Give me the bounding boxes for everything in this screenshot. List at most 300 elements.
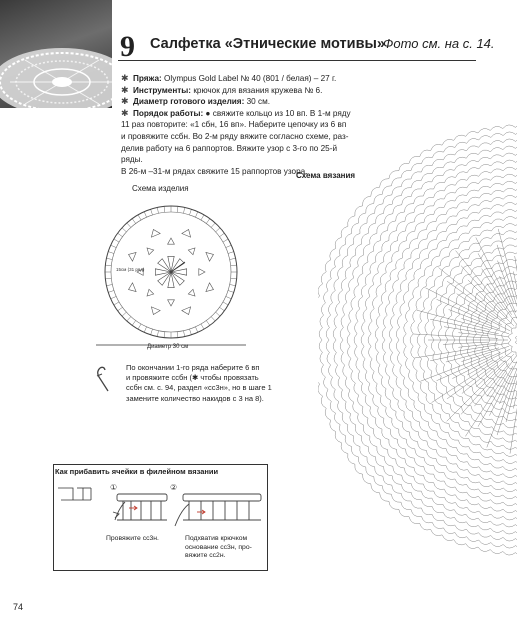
triangle-motif xyxy=(129,252,137,261)
chain-arc xyxy=(414,213,423,221)
chain-arc xyxy=(410,238,418,248)
chain-arc xyxy=(467,168,479,173)
chain-arc xyxy=(456,447,467,454)
chain-arc xyxy=(360,223,367,233)
chain-arc xyxy=(389,501,399,509)
chain-arc xyxy=(420,286,426,297)
chain-arc xyxy=(467,537,479,542)
chain-arc xyxy=(371,187,380,196)
chain-arc xyxy=(349,359,353,371)
chain-arc xyxy=(467,220,478,226)
chain-arc xyxy=(373,296,378,308)
chain-arc xyxy=(396,340,399,353)
hook-note-line: и провяжите ссбн (✱ чтобы провязать xyxy=(126,373,259,383)
edge-tick xyxy=(223,239,228,242)
chain-arc xyxy=(491,205,503,210)
chain-arc xyxy=(434,191,445,198)
chain-arc xyxy=(355,346,358,359)
filet-illustrations xyxy=(55,480,265,535)
chain-arc xyxy=(503,530,516,534)
hook-note-line: ссбн см. с. 94, раздел «сс3н», но в шаге 1 xyxy=(126,383,272,393)
chain-arc xyxy=(380,396,386,408)
center-star-ray xyxy=(158,272,171,285)
spec-text: Olympus Gold Label № 40 (801 / белая) – 27 г. xyxy=(164,74,337,83)
chain-arc xyxy=(347,346,351,358)
chain-arc xyxy=(384,467,393,476)
chain-arc xyxy=(327,353,331,365)
chain-arc xyxy=(389,291,394,303)
chain-arc xyxy=(341,353,345,366)
chain-arc xyxy=(491,514,503,518)
chain-arc xyxy=(424,405,431,415)
chain-arc xyxy=(480,437,492,443)
chain-arc xyxy=(446,449,456,456)
chain-arc xyxy=(467,529,479,534)
chain-arc xyxy=(491,233,503,238)
edge-tick xyxy=(223,302,228,305)
chain-arc xyxy=(426,394,433,405)
chain-arc xyxy=(338,290,343,302)
chain-arc xyxy=(479,540,491,544)
chain-arc xyxy=(399,163,409,171)
chain-arc xyxy=(388,450,396,460)
chain-arc xyxy=(431,144,442,150)
chain-arc xyxy=(411,321,415,333)
chain-arc xyxy=(396,212,405,221)
chain-arc xyxy=(418,230,427,239)
chain-arc xyxy=(471,275,481,283)
chain-arc xyxy=(446,466,457,473)
chain-arc xyxy=(341,278,346,290)
chain-arc xyxy=(353,233,360,244)
chain-arc xyxy=(338,402,343,414)
chain-arc xyxy=(490,521,502,525)
triangle-motif xyxy=(206,283,214,292)
chain-arc xyxy=(428,383,434,394)
chain-arc xyxy=(330,267,335,279)
filet-caption-1: Провяжите сс3н. xyxy=(106,535,159,542)
triangle-motif xyxy=(188,248,195,255)
chain-arc xyxy=(467,146,479,151)
chain-arc xyxy=(396,411,403,422)
chain-arc xyxy=(366,203,374,213)
chain-arc xyxy=(326,279,331,291)
chain-arc xyxy=(326,389,331,401)
spec-text: свяжите кольцо из 10 вп. В 1-м ряду xyxy=(212,108,351,118)
edge-tick xyxy=(132,321,136,326)
triangle-motif xyxy=(188,289,195,296)
chain-arc xyxy=(444,489,455,495)
chain-arc xyxy=(452,340,456,353)
center-star-ray xyxy=(171,272,184,285)
chain-arc xyxy=(367,251,373,262)
chain-arc xyxy=(443,520,454,526)
chain-arc xyxy=(491,162,503,166)
edge-tick xyxy=(201,324,204,329)
edge-tick xyxy=(105,278,111,279)
chain-arc xyxy=(333,340,336,353)
chain-arc xyxy=(386,407,392,418)
chain-arc xyxy=(466,153,478,158)
edge-tick xyxy=(114,239,119,242)
chain-arc xyxy=(463,387,471,397)
chain-arc xyxy=(333,327,336,340)
chain-arc xyxy=(478,150,490,155)
chain-arc xyxy=(418,321,422,334)
chain-arc xyxy=(455,187,467,193)
chain-arc xyxy=(411,189,421,197)
chain-arc xyxy=(432,522,443,528)
chain-arc xyxy=(343,302,347,314)
chain-arc xyxy=(405,309,409,321)
chain-arc xyxy=(350,255,356,266)
spec-text: 30 см. xyxy=(246,97,270,107)
chain-arc xyxy=(390,353,394,366)
chain-arc xyxy=(420,523,431,530)
chain-arc xyxy=(478,489,490,494)
chain-arc xyxy=(478,157,490,162)
chain-arc xyxy=(325,260,330,272)
chain-arc xyxy=(443,365,449,377)
chain-arc xyxy=(447,315,452,327)
chain-arc xyxy=(442,139,454,145)
chain-arc xyxy=(434,182,445,189)
chain-arc xyxy=(326,328,329,341)
chain-arc xyxy=(341,315,345,328)
chain-arc xyxy=(503,231,515,235)
triangle-motif xyxy=(206,252,214,261)
edge-tick xyxy=(195,212,197,218)
chain-arc xyxy=(376,284,381,296)
chain-arc xyxy=(454,165,466,171)
chain-arc xyxy=(347,334,350,346)
chain-arc xyxy=(403,377,408,389)
chain-arc xyxy=(466,544,478,549)
chain-arc xyxy=(400,303,405,315)
chain-arc xyxy=(478,186,490,191)
chain-arc xyxy=(418,394,425,405)
spec-label: Порядок работы: xyxy=(133,108,204,118)
chain-arc xyxy=(436,458,446,465)
edge-tick xyxy=(122,312,126,316)
chain-arc xyxy=(345,436,352,447)
chain-arc xyxy=(492,255,504,261)
chain-arc xyxy=(318,384,323,396)
chain-arc xyxy=(467,175,479,180)
chain-arc xyxy=(480,444,492,450)
chain-arc xyxy=(393,466,402,475)
asterisk-bullet-icon: ✱ xyxy=(121,84,129,95)
edge-tick xyxy=(190,209,192,215)
chain-arc xyxy=(467,507,479,512)
chain-arc xyxy=(503,202,516,206)
chain-arc xyxy=(369,346,373,359)
stitch-line xyxy=(497,359,517,435)
chain-arc xyxy=(413,382,419,393)
chain-arc xyxy=(468,197,480,203)
chain-arc xyxy=(378,262,384,273)
chain-arc xyxy=(362,262,368,273)
chain-arc xyxy=(376,352,380,364)
chain-arc xyxy=(462,265,471,273)
chain-arc xyxy=(503,416,515,421)
chain-arc xyxy=(471,267,481,275)
asterisk-bullet-icon: ✱ xyxy=(121,96,129,107)
chain-arc xyxy=(426,276,433,287)
chain-arc xyxy=(328,303,332,315)
chain-arc xyxy=(382,328,385,341)
chain-arc xyxy=(389,440,397,450)
chain-arc xyxy=(334,390,339,402)
edge-tick xyxy=(230,285,236,286)
center-star-ray xyxy=(168,272,174,288)
chain-arc xyxy=(412,412,419,422)
chain-arc xyxy=(478,129,490,133)
edge-tick xyxy=(226,296,232,298)
chain-arc xyxy=(358,255,364,266)
chain-arc xyxy=(414,401,421,412)
stitch-line xyxy=(437,352,501,381)
chain-arc xyxy=(414,467,424,475)
chain-arc xyxy=(426,450,436,458)
chain-arc xyxy=(351,371,355,383)
chain-arc xyxy=(469,227,480,233)
chain-arc xyxy=(440,257,449,266)
chain-arc xyxy=(341,226,348,237)
spec-text: крючок для вязания кружева № 6. xyxy=(193,85,323,95)
chain-arc xyxy=(382,486,391,495)
triangle-motif xyxy=(151,307,160,315)
chain-arc xyxy=(393,205,402,214)
chain-arc xyxy=(348,216,355,227)
chain-arc xyxy=(368,334,371,347)
chain-arc xyxy=(330,420,336,432)
center-star-ray xyxy=(158,259,171,272)
chain-arc xyxy=(324,291,328,303)
chain-arc xyxy=(421,165,432,172)
chain-arc xyxy=(416,371,421,383)
chain-arc xyxy=(455,479,467,485)
chain-arc xyxy=(349,278,354,290)
chain-arc xyxy=(409,371,414,383)
chain-arc xyxy=(424,214,434,222)
chain-arc xyxy=(383,315,387,327)
chain-arc xyxy=(479,429,491,435)
chain-arc xyxy=(392,251,399,262)
page-number: 74 xyxy=(13,602,24,612)
asterisk-bullet-icon: ✱ xyxy=(121,73,129,83)
chain-arc xyxy=(428,240,437,249)
chain-arc xyxy=(479,193,491,198)
chain-arc xyxy=(341,390,346,402)
chain-arc xyxy=(503,125,516,129)
chain-arc xyxy=(433,316,437,328)
chain-arc xyxy=(438,328,442,340)
chain-arc xyxy=(424,265,431,275)
edge-tick xyxy=(216,312,220,316)
chain-arc xyxy=(471,406,481,414)
chain-arc xyxy=(369,321,373,334)
chain-arc xyxy=(421,182,432,189)
chain-arc xyxy=(406,268,413,279)
chain-arc xyxy=(389,328,392,341)
chain-arc xyxy=(443,154,454,160)
chain-arc xyxy=(444,185,455,191)
chain-arc xyxy=(365,297,370,309)
chain-arc xyxy=(390,429,397,439)
edge-tick xyxy=(132,219,136,224)
chain-arc xyxy=(449,240,459,248)
edge-tick xyxy=(108,252,114,254)
chain-arc xyxy=(469,251,480,258)
chain-arc xyxy=(393,303,398,315)
chain-arc xyxy=(445,328,449,341)
doily-photo xyxy=(0,0,112,108)
chain-arc xyxy=(403,334,406,346)
chain-arc xyxy=(494,302,504,310)
chain-arc xyxy=(452,327,456,340)
chain-arc xyxy=(413,359,418,371)
chain-arc xyxy=(490,155,502,159)
chain-arc xyxy=(479,511,491,516)
chain-arc xyxy=(455,495,467,501)
edge-tick xyxy=(144,327,146,333)
chain-arc xyxy=(449,414,458,423)
chain-arc xyxy=(398,439,406,449)
chain-arc xyxy=(365,395,370,407)
chain-arc xyxy=(330,401,335,413)
chain-arc xyxy=(414,268,421,279)
chain-arc xyxy=(401,502,411,509)
chain-arc xyxy=(375,204,383,213)
center-star-ray xyxy=(155,269,171,275)
chain-arc xyxy=(405,459,414,468)
edge-tick xyxy=(164,206,165,212)
chain-arc xyxy=(444,193,455,199)
chain-arc xyxy=(414,196,424,204)
chain-arc xyxy=(385,365,390,377)
chain-arc xyxy=(456,172,468,178)
chain-arc xyxy=(412,258,419,268)
chain-arc xyxy=(431,297,437,309)
chain-arc xyxy=(446,224,456,231)
chain-arc xyxy=(508,334,512,341)
chain-arc xyxy=(457,464,468,470)
chain-arc xyxy=(418,239,426,248)
chain-arc xyxy=(434,199,445,206)
chain-arc xyxy=(428,432,437,441)
chain-arc xyxy=(409,156,420,163)
triangle-motif xyxy=(182,307,191,315)
triangle-motif xyxy=(147,289,154,296)
chain-arc xyxy=(437,240,446,249)
work-line: 11 раз повторите: «1 сбн, 16 вп». Наберите цепочку из 6 вп xyxy=(121,120,347,130)
chain-arc xyxy=(469,439,480,445)
triangle-motif xyxy=(182,230,191,238)
chain-arc xyxy=(458,440,469,447)
chain-arc xyxy=(428,286,434,297)
chain-arc xyxy=(480,452,492,457)
chain-arc xyxy=(479,496,491,501)
chain-arc xyxy=(415,449,424,458)
chain-arc xyxy=(319,328,322,340)
chain-arc xyxy=(471,415,481,422)
chain-arc xyxy=(388,221,396,231)
chain-arc xyxy=(469,422,480,429)
chain-arc xyxy=(444,528,456,534)
chain-arc xyxy=(321,396,326,408)
chain-arc xyxy=(380,273,386,285)
chain-arc xyxy=(393,389,399,401)
chain-arc xyxy=(468,477,480,483)
chain-arc xyxy=(373,371,378,383)
chain-arc xyxy=(503,545,515,549)
chain-arc xyxy=(421,500,432,507)
edge-tick xyxy=(211,223,215,227)
chain-arc xyxy=(424,206,434,214)
chain-arc xyxy=(479,245,491,251)
chain-arc xyxy=(363,425,370,436)
stitch-line xyxy=(430,348,489,361)
chain-arc xyxy=(376,213,384,223)
edge-tick xyxy=(138,324,141,329)
chain-arc xyxy=(321,303,325,315)
stitch-line xyxy=(417,310,490,329)
chain-arc xyxy=(457,210,468,216)
chain-arc xyxy=(455,150,467,155)
chain-arc xyxy=(455,533,467,538)
chain-arc xyxy=(386,262,392,273)
chain-arc xyxy=(385,280,391,292)
chain-arc xyxy=(406,401,413,412)
chain-arc xyxy=(479,482,491,487)
chain-arc xyxy=(490,126,503,130)
chain-arc xyxy=(411,422,419,432)
chain-arc xyxy=(420,383,426,394)
chain-arc xyxy=(421,516,432,523)
chain-arc xyxy=(373,395,379,407)
hook-note-line: По окончании 1-го ряда наберите 6 вп xyxy=(126,363,260,372)
chain-arc xyxy=(398,231,406,241)
edge-tick xyxy=(177,332,178,338)
chain-arc xyxy=(491,478,503,483)
chain-arc xyxy=(404,322,408,334)
chain-arc xyxy=(455,517,467,522)
chain-arc xyxy=(408,389,414,400)
chain-arc xyxy=(420,309,425,321)
chain-arc xyxy=(503,132,515,136)
chain-arc xyxy=(418,442,427,451)
work-line: В 26-м –31-м рядах свяжите 15 раппортов узора. xyxy=(121,166,308,176)
chain-arc xyxy=(503,224,515,228)
chain-arc xyxy=(511,328,516,334)
chain-arc xyxy=(463,283,471,293)
chain-arc xyxy=(334,256,340,268)
chain-arc xyxy=(409,298,414,310)
chain-arc xyxy=(355,321,358,334)
chain-arc xyxy=(423,297,428,309)
chain-arc xyxy=(370,407,376,418)
chain-arc xyxy=(397,449,405,458)
chain-arc xyxy=(376,384,381,396)
chain-arc xyxy=(449,433,459,441)
chain-arc xyxy=(494,370,504,378)
chain-arc xyxy=(503,438,515,442)
chain-arc xyxy=(392,476,401,485)
chain-arc xyxy=(454,510,466,516)
chain-arc xyxy=(393,365,398,377)
chain-arc xyxy=(491,485,503,489)
